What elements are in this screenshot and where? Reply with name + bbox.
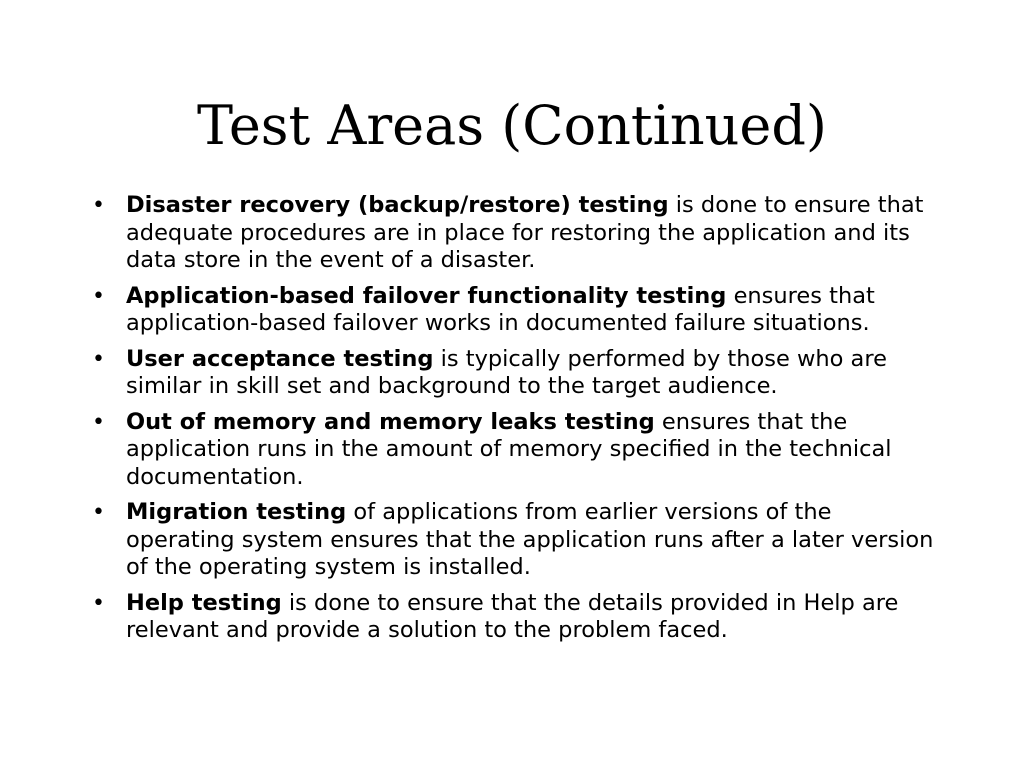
bullet-text: ensures that the application runs in the amount of memory specified in the technical documentation. bbox=[126, 408, 892, 490]
bullet-term: Application-based failover functionality testing bbox=[126, 282, 727, 309]
bullet-icon: • bbox=[92, 590, 105, 616]
list-item bbox=[92, 409, 944, 492]
bullet-text: ensures that application-based failover works in documented failure situations. bbox=[126, 282, 875, 336]
slide-title: Test Areas (Continued) bbox=[197, 94, 827, 157]
list-item bbox=[92, 283, 944, 338]
bullet-term: Out of memory and memory leaks testing bbox=[126, 408, 655, 435]
bullet-term: User acceptance testing bbox=[126, 345, 434, 372]
bullet-icon: • bbox=[92, 500, 105, 525]
bullet-icon: • bbox=[92, 193, 105, 218]
bullet-text: is typically performed by those who are similar in skill set and background to the target audience. bbox=[126, 345, 887, 399]
bullet-text: is done to ensure that adequate procedures are in place for restoring the application and its data store in the event of a disaster. bbox=[126, 192, 924, 273]
bullet-term: Help testing bbox=[126, 589, 282, 616]
bullet-term: Disaster recovery (backup/restore) testing bbox=[126, 192, 669, 218]
list-item bbox=[92, 346, 944, 401]
list-item bbox=[92, 192, 944, 275]
bullet-list bbox=[92, 192, 944, 653]
bullet-text: is done to ensure that the details provided in Help are relevant and provide a solution to the problem faced. bbox=[126, 589, 899, 643]
bullet-text: of applications from earlier versions of the operating system ensures that the application runs after a later version of the operating system is installed. bbox=[126, 499, 934, 580]
bullet-icon: • bbox=[92, 409, 105, 435]
bullet-term: Migration testing bbox=[126, 499, 347, 525]
bullet-icon: • bbox=[92, 283, 105, 309]
list-item bbox=[92, 590, 944, 645]
list-item bbox=[92, 499, 944, 582]
bullet-icon: • bbox=[92, 346, 105, 372]
